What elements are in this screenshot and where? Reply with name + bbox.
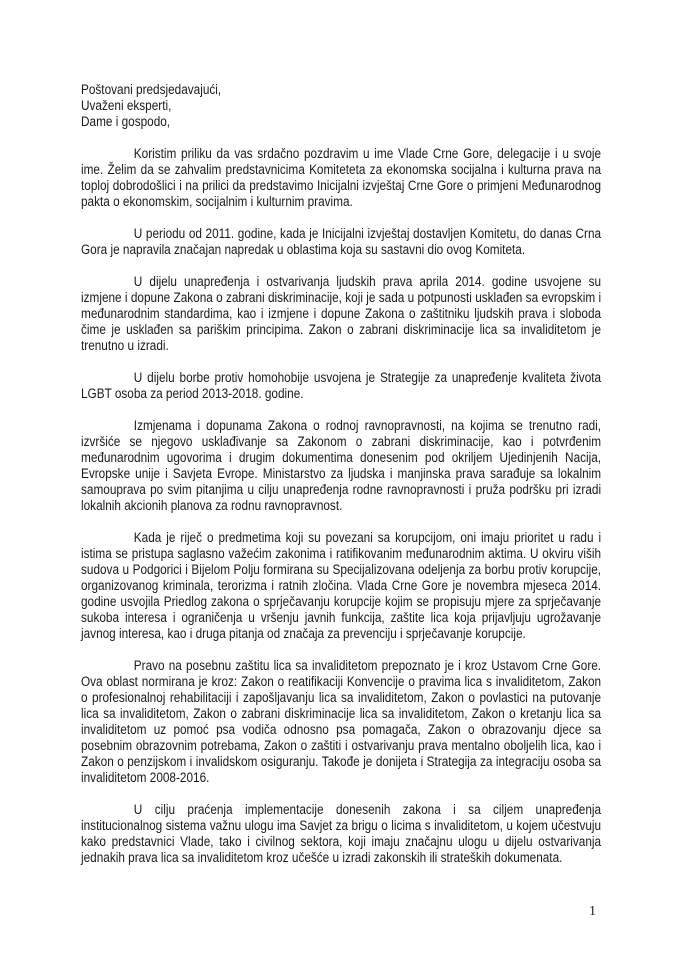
paragraph: Pravo na posebnu zaštitu lica sa invaliditetom prepoznato je i kroz Ustavom Crne Gore. Ova oblast normirana je kroz: Zakon o reatifikaciji Konvencije o pravima lica s invaliditetom, Zakon o profesionalnoj rehabilitaciji i zapošljavanju lica sa invaliditetom, Zakon o povlastici na putovanje lica sa invaliditetom, Zakon o zabrani diskriminacije lica sa invaliditetom, Zakon o kretanju lica sa invaliditetom uz pomoć psa vodiča odnosno psa pomagača, Zakon o obrazovanju djece sa posebnim obrazovnim potrebama, Zakon o zaštiti i ostvarivanju prava mentalno oboljelih lica, kao i Zakon o penzijskom i invalidskom osiguranju. Takođe je donijeta i Strategija za integraciju osoba sa invaliditetom 2008-2016. bbox=[81, 658, 602, 785]
salutation-line: Dame i gospodo, bbox=[81, 114, 171, 129]
paragraph: U dijelu unapređenja i ostvarivanja ljudskih prava aprila 2014. godine usvojene su izmjene i dopune Zakona o zabrani diskriminacije, koji je sada u potpunosti usklađen sa evropskim i međunarodnim standardima, kao i izmjene i dopune Zakona o zaštitniku ljudskih prava i sloboda čime je usklađen sa pariškim principima. Zakon o zabrani diskriminacije lica sa invaliditetom je trenutno u izradi. bbox=[81, 274, 602, 353]
page-number: 1 bbox=[589, 904, 596, 919]
salutation-line: Uvaženi eksperti, bbox=[81, 98, 172, 113]
paragraph: Kada je riječ o predmetima koji su povezani sa korupcijom, oni imaju prioritet u radu i istima se pristupa saglasno važećim zakonima i ratifikovanim međunarodnim aktima. U okviru viših sudova u Podgorici i Bijelom Polju formirana su Specijalizovana odeljenja za borbu protiv korupcije, organizovanog kriminala, terorizma i ratnih zločina. Vlada Crne Gore je novembra mjeseca 2014. godine usvojila Priedlog zakona o sprječavanju korupcije kojim se propisuju mjere za sprječavanje sukoba interesa i ograničenja u vršenju javnih funkcija, zaštite lica koja prijavljuju ugrožavanje javnog interesa, kao i druga pitanja od značaja za prevenciju i sprječavanje korupcije. bbox=[81, 530, 602, 641]
paragraph: U dijelu borbe protiv homohobije usvojena je Strategije za unapređenje kvaliteta života LGBT osoba za period 2013-2018. godine. bbox=[81, 370, 602, 401]
document-body bbox=[81, 82, 601, 866]
paragraph: Izmjenama i dopunama Zakona o rodnoj ravnopravnosti, na kojima se trenutno radi, izvršiće se njegovo usklađivanje sa Zakonom o zabrani diskriminacije, kao i potvrđenim međunarodnim ugovorima i drugim dokumentima donesenim pod okriljem Ujedinjenih Nacija, Evropske unije i Savjeta Evrope. Ministarstvo za ljudska i manjinska prava sarađuje sa lokalnim samouprava po svim pitanjima u cilju unapređenja rodne ravnopravnosti i pruža podršku pri izradi lokalnih akcionih planova za rodnu ravnopravnost. bbox=[81, 418, 602, 513]
salutation-line: Poštovani predsjedavajući, bbox=[81, 82, 222, 97]
paragraph: Koristim priliku da vas srdačno pozdravim u ime Vlade Crne Gore, delegacije i u svoje ime. Želim da se zahvalim predstavnicima Komiteteta za ekonomska socijalna i kulturna prava na toploj dobrodošlici i na prilici da predstavimo Inicijalni izvještaj Crne Gore o primjeni Međunarodnog pakta o ekonomskim, socijalnim i kulturnim pravima. bbox=[81, 146, 602, 209]
paragraph: U periodu od 2011. godine, kada je Inicijalni izvještaj dostavljen Komitetu, do danas Crna Gora je napravila značajan napredak u oblastima koja su sastavni dio ovog Komiteta. bbox=[81, 226, 602, 257]
paragraph: U cilju praćenja implementacije donesenih zakona i sa ciljem unapređenja institucionalnog sistema važnu ulogu ima Savjet za brigu o licima s invaliditetom, u kojem učestvuju kako predstavnici Vlade, tako i civilnog sektora, koji imaju značajnu ulogu u dijelu ostvarivanja jednakih prava lica sa invaliditetom kroz učešće u izradi zakonskih ili strateških dokumenata. bbox=[81, 802, 602, 865]
